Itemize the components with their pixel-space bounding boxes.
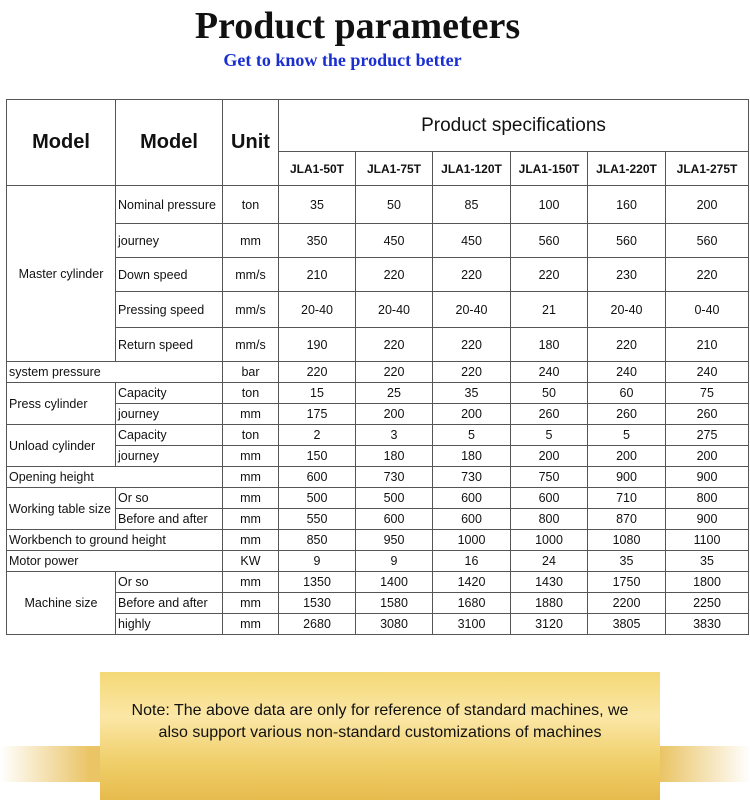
value-cell: 220 <box>356 362 433 383</box>
value-cell: 220 <box>511 258 588 292</box>
value-cell: 600 <box>356 509 433 530</box>
value-cell: 1680 <box>433 593 511 614</box>
unit-cell: mm <box>223 593 279 614</box>
param-label: Or so <box>116 572 223 593</box>
value-cell: 240 <box>511 362 588 383</box>
value-cell: 16 <box>433 551 511 572</box>
value-cell: 25 <box>356 383 433 404</box>
value-cell: 9 <box>279 551 356 572</box>
param-label: journey <box>116 404 223 425</box>
value-cell: 150 <box>279 446 356 467</box>
value-cell: 730 <box>356 467 433 488</box>
value-cell: 560 <box>666 224 749 258</box>
unit-cell: mm <box>223 509 279 530</box>
header-model-2: Model <box>116 100 223 186</box>
unit-cell: mm/s <box>223 292 279 328</box>
group-label-opening-height: Opening height <box>7 467 223 488</box>
table-row <box>7 614 749 635</box>
value-cell: 9 <box>356 551 433 572</box>
value-cell: 3100 <box>433 614 511 635</box>
unit-cell: mm/s <box>223 328 279 362</box>
value-cell: 180 <box>511 328 588 362</box>
table-row <box>7 328 749 362</box>
value-cell: 20-40 <box>588 292 666 328</box>
table-row <box>7 488 749 509</box>
value-cell: 560 <box>511 224 588 258</box>
value-cell: 190 <box>279 328 356 362</box>
unit-cell: ton <box>223 383 279 404</box>
value-cell: 20-40 <box>356 292 433 328</box>
group-label-system-pressure: system pressure <box>7 362 223 383</box>
page-title: Product parameters <box>194 5 521 47</box>
value-cell: 800 <box>511 509 588 530</box>
value-cell: 230 <box>588 258 666 292</box>
group-label-machine-size: Machine size <box>7 572 116 635</box>
value-cell: 600 <box>279 467 356 488</box>
model-header: JLA1-150T <box>511 152 588 186</box>
group-label-workbench-height: Workbench to ground height <box>7 530 223 551</box>
group-label-unload-cylinder: Unload cylinder <box>7 425 116 467</box>
value-cell: 1350 <box>279 572 356 593</box>
param-label: Before and after <box>116 593 223 614</box>
value-cell: 1100 <box>666 530 749 551</box>
table-row <box>7 551 749 572</box>
value-cell: 710 <box>588 488 666 509</box>
value-cell: 21 <box>511 292 588 328</box>
value-cell: 175 <box>279 404 356 425</box>
value-cell: 1880 <box>511 593 588 614</box>
model-header: JLA1-220T <box>588 152 666 186</box>
value-cell: 3805 <box>588 614 666 635</box>
table-row <box>7 593 749 614</box>
value-cell: 1430 <box>511 572 588 593</box>
value-cell: 800 <box>666 488 749 509</box>
value-cell: 35 <box>588 551 666 572</box>
spec-table <box>6 99 749 635</box>
unit-cell: KW <box>223 551 279 572</box>
model-header: JLA1-120T <box>433 152 511 186</box>
param-label: Nominal pressure <box>116 186 223 224</box>
value-cell: 0-40 <box>666 292 749 328</box>
value-cell: 1000 <box>511 530 588 551</box>
model-header: JLA1-275T <box>666 152 749 186</box>
value-cell: 600 <box>511 488 588 509</box>
unit-cell: mm <box>223 530 279 551</box>
value-cell: 35 <box>433 383 511 404</box>
unit-cell: mm <box>223 488 279 509</box>
value-cell: 180 <box>356 446 433 467</box>
value-cell: 75 <box>666 383 749 404</box>
value-cell: 200 <box>511 446 588 467</box>
group-label-working-table-size: Working table size <box>7 488 116 530</box>
unit-cell: mm <box>223 404 279 425</box>
table-row <box>7 404 749 425</box>
value-cell: 870 <box>588 509 666 530</box>
value-cell: 20-40 <box>433 292 511 328</box>
model-header: JLA1-75T <box>356 152 433 186</box>
value-cell: 20-40 <box>279 292 356 328</box>
value-cell: 200 <box>588 446 666 467</box>
table-row <box>7 467 749 488</box>
value-cell: 900 <box>588 467 666 488</box>
value-cell: 24 <box>511 551 588 572</box>
param-label: Or so <box>116 488 223 509</box>
value-cell: 160 <box>588 186 666 224</box>
value-cell: 1420 <box>433 572 511 593</box>
table-row <box>7 258 749 292</box>
header-model-1: Model <box>7 100 116 186</box>
value-cell: 200 <box>433 404 511 425</box>
value-cell: 100 <box>511 186 588 224</box>
value-cell: 1580 <box>356 593 433 614</box>
param-label: journey <box>116 446 223 467</box>
unit-cell: mm <box>223 224 279 258</box>
value-cell: 560 <box>588 224 666 258</box>
page-subtitle: Get to know the product better <box>223 50 462 70</box>
value-cell: 220 <box>433 258 511 292</box>
value-cell: 210 <box>666 328 749 362</box>
value-cell: 260 <box>588 404 666 425</box>
param-label: Return speed <box>116 328 223 362</box>
unit-cell: mm <box>223 572 279 593</box>
unit-cell: mm/s <box>223 258 279 292</box>
table-row <box>7 292 749 328</box>
param-label: Down speed <box>116 258 223 292</box>
value-cell: 200 <box>356 404 433 425</box>
unit-cell: mm <box>223 467 279 488</box>
value-cell: 750 <box>511 467 588 488</box>
table-row <box>7 446 749 467</box>
value-cell: 60 <box>588 383 666 404</box>
header-unit: Unit <box>223 100 279 186</box>
table-row <box>7 509 749 530</box>
table-row <box>7 362 749 383</box>
unit-cell: bar <box>223 362 279 383</box>
value-cell: 600 <box>433 488 511 509</box>
value-cell: 1750 <box>588 572 666 593</box>
value-cell: 600 <box>433 509 511 530</box>
model-header: JLA1-50T <box>279 152 356 186</box>
value-cell: 2680 <box>279 614 356 635</box>
note-banner <box>0 672 750 800</box>
table-row <box>7 383 749 404</box>
param-label: Pressing speed <box>116 292 223 328</box>
value-cell: 260 <box>666 404 749 425</box>
table-row <box>7 186 749 224</box>
param-label: journey <box>116 224 223 258</box>
note-line-2: also support various non-standard customizations of machines <box>158 724 602 741</box>
value-cell: 900 <box>666 467 749 488</box>
value-cell: 260 <box>511 404 588 425</box>
group-label-press-cylinder: Press cylinder <box>7 383 116 425</box>
value-cell: 2 <box>279 425 356 446</box>
value-cell: 850 <box>279 530 356 551</box>
value-cell: 1800 <box>666 572 749 593</box>
value-cell: 220 <box>433 328 511 362</box>
value-cell: 50 <box>356 186 433 224</box>
value-cell: 275 <box>666 425 749 446</box>
value-cell: 35 <box>279 186 356 224</box>
value-cell: 240 <box>666 362 749 383</box>
value-cell: 550 <box>279 509 356 530</box>
value-cell: 5 <box>433 425 511 446</box>
table-row <box>7 530 749 551</box>
value-cell: 1000 <box>433 530 511 551</box>
value-cell: 5 <box>588 425 666 446</box>
value-cell: 2250 <box>666 593 749 614</box>
param-label: highly <box>116 614 223 635</box>
header-product-specifications: Product specifications <box>279 100 749 152</box>
value-cell: 450 <box>356 224 433 258</box>
value-cell: 3120 <box>511 614 588 635</box>
unit-cell: mm <box>223 614 279 635</box>
value-cell: 210 <box>279 258 356 292</box>
group-label-motor-power: Motor power <box>7 551 223 572</box>
value-cell: 220 <box>279 362 356 383</box>
value-cell: 1080 <box>588 530 666 551</box>
value-cell: 220 <box>356 328 433 362</box>
value-cell: 220 <box>433 362 511 383</box>
value-cell: 220 <box>356 258 433 292</box>
param-label: Before and after <box>116 509 223 530</box>
value-cell: 85 <box>433 186 511 224</box>
unit-cell: ton <box>223 425 279 446</box>
table-row <box>7 224 749 258</box>
value-cell: 950 <box>356 530 433 551</box>
note-text <box>100 700 660 744</box>
value-cell: 1530 <box>279 593 356 614</box>
value-cell: 350 <box>279 224 356 258</box>
value-cell: 50 <box>511 383 588 404</box>
value-cell: 2200 <box>588 593 666 614</box>
value-cell: 3080 <box>356 614 433 635</box>
value-cell: 35 <box>666 551 749 572</box>
table-row <box>7 572 749 593</box>
note-line-1: Note: The above data are only for reference of standard machines, we <box>131 702 629 719</box>
value-cell: 15 <box>279 383 356 404</box>
value-cell: 500 <box>356 488 433 509</box>
value-cell: 240 <box>588 362 666 383</box>
value-cell: 1400 <box>356 572 433 593</box>
value-cell: 200 <box>666 186 749 224</box>
value-cell: 200 <box>666 446 749 467</box>
value-cell: 900 <box>666 509 749 530</box>
param-label: Capacity <box>116 383 223 404</box>
value-cell: 3830 <box>666 614 749 635</box>
value-cell: 5 <box>511 425 588 446</box>
value-cell: 220 <box>588 328 666 362</box>
value-cell: 450 <box>433 224 511 258</box>
value-cell: 730 <box>433 467 511 488</box>
group-label-master-cylinder: Master cylinder <box>7 186 116 362</box>
table-row <box>7 425 749 446</box>
value-cell: 220 <box>666 258 749 292</box>
param-label: Capacity <box>116 425 223 446</box>
value-cell: 500 <box>279 488 356 509</box>
value-cell: 180 <box>433 446 511 467</box>
unit-cell: ton <box>223 186 279 224</box>
unit-cell: mm <box>223 446 279 467</box>
value-cell: 3 <box>356 425 433 446</box>
